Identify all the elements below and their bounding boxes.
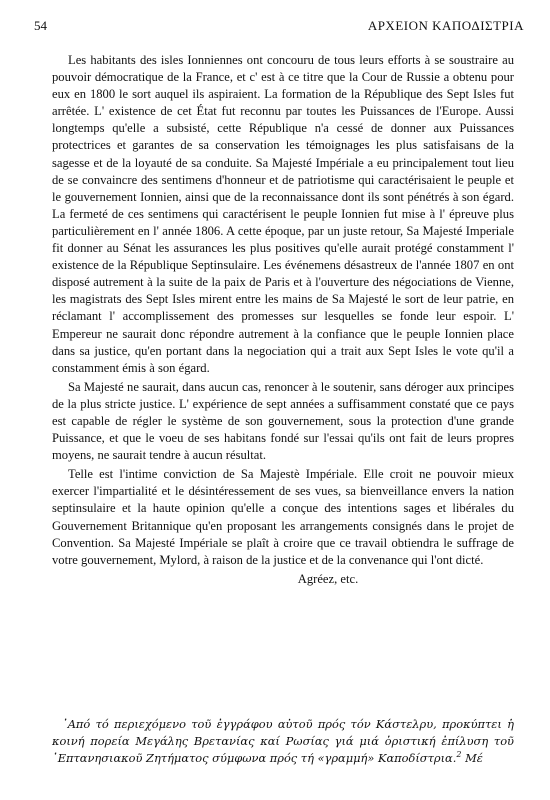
page-header: [34, 18, 524, 36]
greek-paragraph-continuation: Μέ: [461, 751, 483, 765]
greek-paragraph-text: ᾿Από τό περιεχόμενο τοῦ ἐγγράφου αὐτοῦ πρός τόν Κάστελρυ, προκύπτει ἡ κοινή πορεία Μεγάλης Βρετανίας καί Ρωσίας γιά μιά ὁριστική ἐπίλυση τοῦ ῾Επτανησιακοῦ Ζητήματος σύμφωνα πρός τή «γραμμή» Καποδίστρια.: [52, 717, 514, 765]
running-title: ΑΡΧΕΙΟΝ ΚΑΠΟΔΙΣΤΡΙΑ: [367, 18, 524, 33]
paragraph-1: Les habitants des isles Ionniennes ont concouru de tous leurs efforts à se soustraire au pouvoir démocratique de la France, et c' est à ce titre que la Cour de Russie a obtenu pour eux en 1800 le sort auquel ils aspiraient. La formation de la République des Sept Isles fut arrêtée. L' existence de cet État fut reconnu par toutes les Puissances de l'Europe. Aussi longtemps qu'elle a subsisté, cette République n'a cessé de donner aux Puissances protectrices et garantes de sa conservation les témoignages les plus satisfaisans de la sagesse et de la loyauté de sa conduite. Sa Majesté Impériale a eu principalement tout lieu de se convaincre des sentimens d'honneur et de patriotisme qui caractérisaient le peuple et le gouvernement Ionnien, ainsi que de la reconnaissance dont ils sont pénétrés à son égard. La fermeté de ces sentimens qui caractérisent le peuple Ionnien fut mise à l' épreuve plus particulièrement en l' année 1806. A cette époque, par un juste retour, Sa Majesté Imperiale fit donner au Sénat les assurances les plus positives qu'elle aurait protégé constamment l' existence de la République Septinsulaire. Les événemens désastreux de l'année 1807 en ont disposé autrement à la suite de la paix de Paris et à l'ouverture des négociations de Vienne, les magistrats des Sept Isles mirent entre les mains de Sa Majesté le sort de leur patrie, en réclamant l' accomplissement des promesses sur lesquelles se fonde leur espoir. L' Empereur ne saurait donc répondre autrement à la confiance que le peuple Ionnien place dans sa justice, qu'en portant dans la negociation qui a trait aux Sept Isles le vote qu'il a constamment émis à son égard.: [52, 53, 514, 375]
paragraph-2: Sa Majesté ne saurait, dans aucun cas, renoncer à le soutenir, sans déroger aux principes de la plus stricte justice. L' expérience de sept années a suffisamment constaté que ce pays est capable de régler le système de son gouvernement, sous la protection d'une grande Puissance, et que le voeu de ses habitans fondé sur l'essai qu'ils ont fait de leurs propres moyens, ne saurait tendre à aucun résultat.: [52, 379, 514, 463]
letter-body: [52, 52, 514, 590]
greek-commentary: [52, 716, 514, 767]
greek-paragraph: [52, 716, 514, 767]
page-number: 54: [34, 18, 47, 33]
closing-formula: Agréez, etc.: [297, 571, 359, 586]
paragraph-3: Telle est l'intime conviction de Sa Majestè Impériale. Elle croit ne pouvoir mieux exercer l'impartialité et le désintéressement de ses vues, sa bienveillance envers la nation septinsulaire et la haute opinion qu'elle a conçue des intentions sages et libérales du Gouvernement Britannique qu'en proposant les arrangements consignés dans le projet de Convention. Sa Majesté Impériale se plaît à croire que ce travail obtiendra le suffrage de votre gouvernement, Mylord, à raison de la justice et de la convenance qui l'ont dicté.: [52, 467, 514, 567]
footnote-marker: 2: [456, 750, 462, 760]
